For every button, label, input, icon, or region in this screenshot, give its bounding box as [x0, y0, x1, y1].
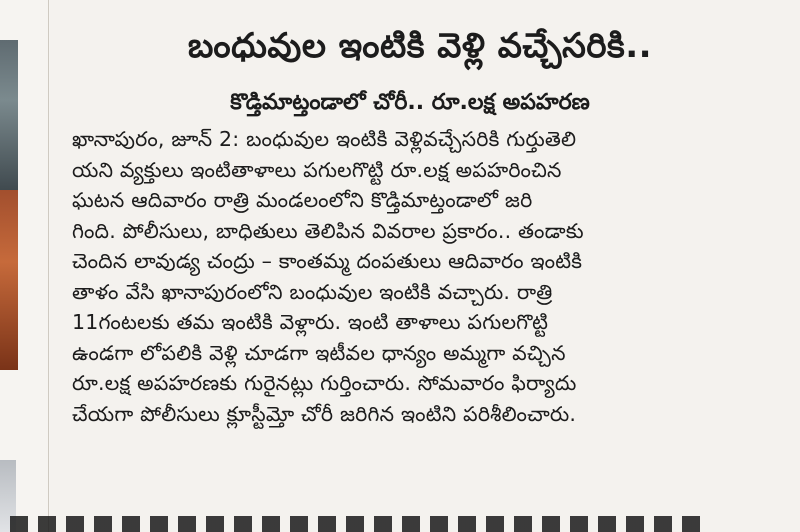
adjacent-column-strip	[0, 0, 50, 532]
next-headline-cutoff	[10, 516, 710, 532]
adjacent-photo-fragment	[0, 190, 18, 370]
body-line: గింది. పోలీసులు, బాధితులు తెలిపిన వివరాల ప్రకారం.. తండాకు	[72, 218, 584, 243]
article-subheadline: కొడ్తిమాట్తండాలో చోరీ.. రూ.లక్ష అపహరణ	[230, 90, 590, 115]
article-headline: బంధువుల ఇంటికి వెళ్లి వచ్చేసరికి..	[187, 26, 653, 66]
body-line: ఉండగా లోపలికి వెళ్లి చూడగా ఇటీవల ధాన్యం అమ్మగా వచ్చిన	[72, 340, 566, 365]
news-article	[60, 0, 800, 532]
body-line: రూ.లక్ష అపహరణకు గురైనట్లు గుర్తించారు. సోమవారం ఫిర్యాదు	[72, 371, 577, 395]
column-divider	[48, 0, 49, 532]
adjacent-photo-fragment	[0, 40, 18, 190]
body-line: 11గంటలకు తమ ఇంటికి వెళ్లారు. ఇంటి తాళాలు పగులగొట్టి	[72, 310, 549, 334]
body-line: చెందిన లావుడ్య చంద్రు – కాంతమ్మ దంపతులు ఆదివారం ఇంటికి	[72, 249, 583, 273]
body-line: ఘటన ఆదివారం రాత్రి మండలంలోని కొడ్తిమాట్తండాలో జరి	[72, 188, 533, 212]
body-line: తాళం వేసి ఖానాపురంలోని బంధువుల ఇంటికి వచ్చారు. రాత్రి	[72, 279, 553, 304]
body-line: యని వ్యక్తులు ఇంటితాళాలు పగులగొట్టి రూ.లక్ష అపహరించిన	[72, 157, 562, 182]
article-body	[72, 124, 772, 429]
body-line: చేయగా పోలీసులు క్లూస్టీమ్తో చోరీ జరిగిన ఇంటిని పరిశీలించారు.	[72, 401, 577, 426]
body-line: ఖానాపురం, జూన్ 2: బంధువుల ఇంటికి వెళ్లివచ్చేసరికి గుర్తుతెలి	[72, 127, 577, 151]
